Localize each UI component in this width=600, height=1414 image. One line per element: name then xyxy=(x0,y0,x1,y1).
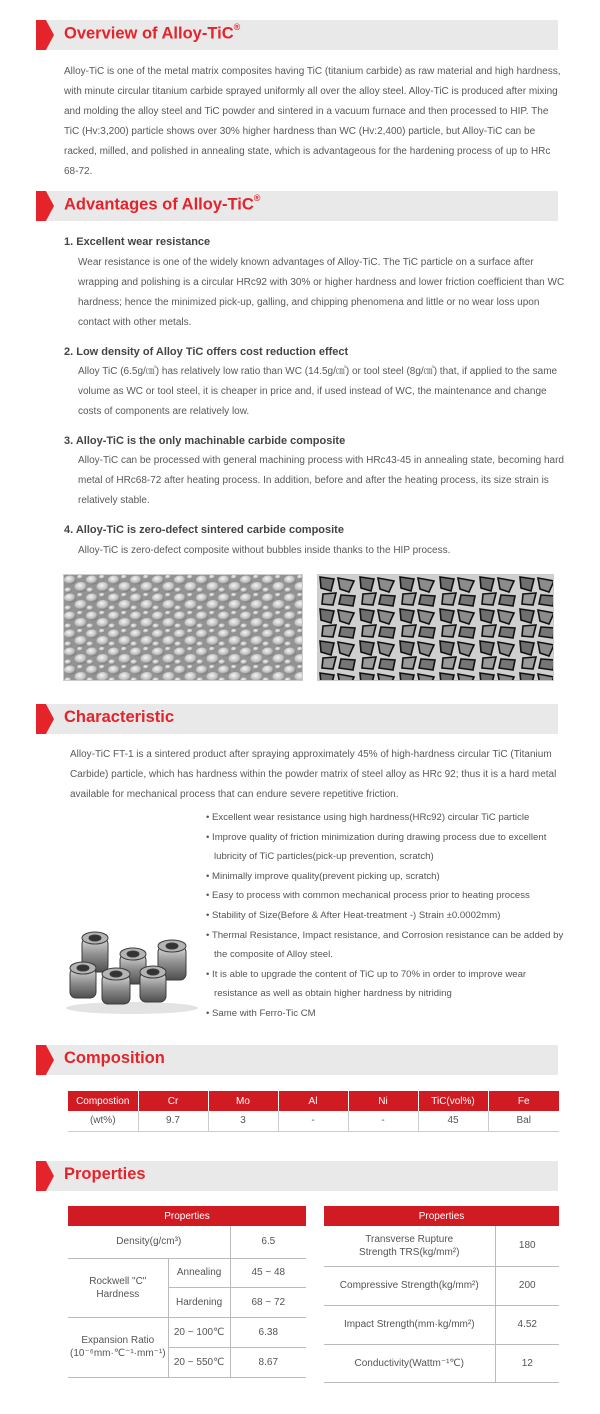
micrograph-circular-tic xyxy=(63,574,303,681)
advantage-body-1: Wear resistance is one of the widely known advantages of Alloy-TiC. The TiC particle on a surface after wrapping and polishing is a circular HRc92 with 30% or higher hardness and lower friction coefficient than WC hardness; hence the minimized pick-up, galling, and chipping phenomena and little or no wear loss upon contact with other metals. xyxy=(78,257,565,328)
advantage-title-3: 3. Alloy-TiC is the only machinable carbide composite xyxy=(64,435,346,447)
composition-table xyxy=(68,1091,559,1132)
list-item: • Thermal Resistance, Impact resistance, and Corrosion resistance can be added by the composite of Alloy steel. xyxy=(206,929,564,961)
overview-header xyxy=(36,20,558,50)
advantage-title-4: 4. Alloy-TiC is zero-defect sintered carbide composite xyxy=(64,524,344,536)
table-header-row xyxy=(68,1091,559,1111)
list-item: • Same with Ferro-Tic CM xyxy=(206,1007,316,1019)
trs-value: 180 xyxy=(495,1226,559,1266)
properties-table-right xyxy=(324,1206,559,1383)
advantages-title: Advantages of Alloy-TiC® xyxy=(64,193,261,214)
range2-value: 8.67 xyxy=(230,1347,306,1377)
range2-label: 20 ~ 550℃ xyxy=(168,1347,230,1377)
conductivity-label: Conductivity(Wattm⁻¹℃) xyxy=(324,1344,495,1382)
advantage-body-2: Alloy TiC (6.5g/㎤) has relatively low ratio than WC (14.5g/㎤) or tool steel (8g/㎤) that, if applied to the same volume as WC or tool steel, it is cheaper in price and, if used instead of WC, the maintenance and change costs of components are relatively low. xyxy=(78,366,558,417)
advantage-body-3: Alloy-TiC can be processed with general machining process with HRc43-45 in annealing state, becoming hard metal of HRc68-72 after heating process. In addition, before and after the heating process, its size strain is relatively stable. xyxy=(78,455,564,506)
table-cell: 9.7 xyxy=(138,1111,208,1131)
compressive-label: Compressive Strength(kg/mm²) xyxy=(324,1266,495,1305)
hardening-value: 68 ~ 72 xyxy=(230,1287,306,1317)
advantage-title-1: 1. Excellent wear resistance xyxy=(64,236,211,248)
expansion-label: Expansion Ratio (10⁻⁶mm·℃⁻¹·mm⁻¹) xyxy=(68,1317,168,1377)
composition-header xyxy=(36,1045,558,1075)
list-item: • Excellent wear resistance using high hardness(HRc92) circular TiC particle xyxy=(206,812,530,823)
properties-title: Properties xyxy=(64,1165,146,1183)
column-header: Cr xyxy=(138,1091,208,1111)
overview-title: Overview of Alloy-TiC® xyxy=(64,22,241,43)
hardening-label: Hardening xyxy=(168,1287,230,1317)
column-header: Fe xyxy=(488,1091,559,1111)
column-header: Mo xyxy=(208,1091,278,1111)
table-cell: 3 xyxy=(208,1111,278,1131)
advantages-header xyxy=(36,191,558,221)
table-cell: - xyxy=(278,1111,348,1131)
column-header: Compostion xyxy=(68,1091,138,1111)
impact-label: Impact Strength(mm·kg/mm²) xyxy=(324,1305,495,1344)
table-header: Properties xyxy=(68,1206,306,1226)
micrograph-angular-tic xyxy=(317,574,554,681)
annealing-label: Annealing xyxy=(168,1258,230,1287)
table-cell: Bal xyxy=(488,1111,559,1131)
range1-label: 20 ~ 100℃ xyxy=(168,1317,230,1347)
density-value: 6.5 xyxy=(230,1226,306,1258)
conductivity-value: 12 xyxy=(495,1344,559,1382)
table-header: Properties xyxy=(324,1206,559,1226)
characteristic-title: Characteristic xyxy=(64,708,175,726)
impact-value: 4.52 xyxy=(495,1305,559,1344)
range1-value: 6.38 xyxy=(230,1317,306,1347)
column-header: Ni xyxy=(348,1091,418,1111)
section-marker-icon xyxy=(36,1045,54,1075)
product-photo-rollers xyxy=(62,918,202,1016)
advantage-body-4: Alloy-TiC is zero-defect composite without bubbles inside thanks to the HIP process. xyxy=(78,545,451,556)
list-item: • Stability of Size(Before & After Heat-treatment -) Strain ±0.0002mm) xyxy=(206,909,501,921)
table-cell: 45 xyxy=(418,1111,488,1131)
section-marker-icon xyxy=(36,191,54,221)
list-item: • Improve quality of friction minimization during drawing process due to excellent lubricity of TiC particles(pick-up prevention, scratch) xyxy=(206,831,547,863)
characteristic-text: Alloy-TiC FT-1 is a sintered product after spraying approximately 45% of high-hardness circular TiC (Titanium Carbide) particle, which has hardness within the powder matrix of steel alloy as HRc 92; thus it is a hard metal available for mechanical process that can endure severe repetitive friction. xyxy=(70,749,557,800)
characteristic-header xyxy=(36,704,558,734)
section-marker-icon xyxy=(36,20,54,50)
overview-text: Alloy-TiC is one of the metal matrix composites having TiC (titanium carbide) as raw material and high hardness, with minute circular titanium carbide sprayed uniformly all over the alloy steel. Alloy-TiC is produced after mixing and molding the alloy steel and TiC powder and sintered in a vacuum furnace and then processed to HIP. The TiC (Hv:3,200) particle shows over 30% higher hardness than WC (Hv:2,400) particle, but Alloy-TiC can be racked, milled, and polished in annealing state, which is advantageous for the hardening process of up to HRc 68-72. xyxy=(64,66,561,177)
density-label: Density(g/cm³) xyxy=(68,1226,230,1258)
section-marker-icon xyxy=(36,1161,54,1191)
section-marker-icon xyxy=(36,704,54,734)
trs-label: Transverse Rupture Strength TRS(kg/mm²) xyxy=(324,1226,495,1266)
list-item: • Minimally improve quality(prevent picking up, scratch) xyxy=(206,870,440,882)
list-item: • Easy to process with common mechanical process prior to heating process xyxy=(206,890,530,902)
compressive-value: 200 xyxy=(495,1266,559,1305)
advantage-title-2: 2. Low density of Alloy TiC offers cost reduction effect xyxy=(64,346,349,358)
column-header: Al xyxy=(278,1091,348,1111)
column-header: TiC(vol%) xyxy=(418,1091,488,1111)
table-cell: - xyxy=(348,1111,418,1131)
table-cell: (wt%) xyxy=(68,1111,138,1131)
rockwell-label: Rockwell "C" Hardness xyxy=(68,1258,168,1317)
properties-table-left xyxy=(68,1206,306,1378)
properties-header xyxy=(36,1161,558,1191)
table-row xyxy=(68,1111,559,1131)
annealing-value: 45 ~ 48 xyxy=(230,1258,306,1287)
composition-title: Composition xyxy=(64,1049,165,1067)
characteristic-list xyxy=(204,808,566,1024)
list-item: • It is able to upgrade the content of TiC up to 70% in order to improve wear resistance as well as obtain higher hardness by nitriding xyxy=(206,968,527,1000)
